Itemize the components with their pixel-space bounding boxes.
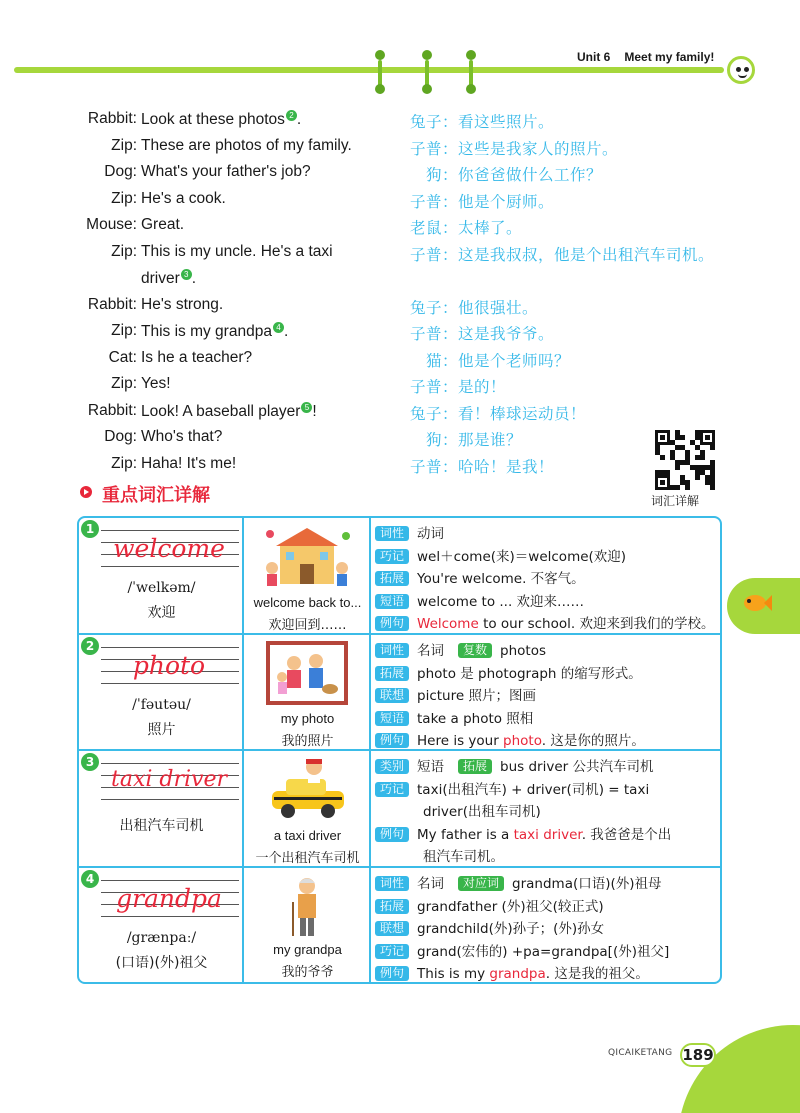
speaker-label: Zip: bbox=[111, 190, 137, 207]
note-line: 词性 动词 bbox=[375, 522, 444, 542]
note-tag: 复数 bbox=[458, 643, 492, 658]
translation: 兔子：看这些照片。 bbox=[410, 113, 555, 131]
chinese-meaning: (口语)(外)祖父 bbox=[115, 955, 208, 971]
utterance bbox=[141, 163, 311, 181]
note-line: 例句 Here is your photo. 这是你的照片。 bbox=[375, 729, 645, 749]
utterance-text: This is my grandpa bbox=[141, 323, 272, 341]
translation: 子普：他是个厨师。 bbox=[410, 193, 555, 211]
vocab-picture-cell bbox=[244, 518, 371, 633]
note-tag: 短语 bbox=[375, 594, 409, 609]
speaker-label: Rabbit: bbox=[87, 296, 137, 313]
note-line: 巧记 grand(宏伟的) +pa=grandpa[(外)祖父] bbox=[375, 940, 669, 960]
note-line: 巧记 taxi(出租汽车) + driver(司机) = taxi bbox=[375, 778, 649, 798]
utterance-text: He's strong. bbox=[141, 296, 224, 313]
phonetic: /grænpaː/ bbox=[126, 930, 197, 946]
note-tag: 短语 bbox=[375, 711, 409, 726]
translation: 子普：哈哈！是我！ bbox=[410, 458, 555, 476]
translation: 子普：这些是我家人的照片。 bbox=[410, 140, 619, 158]
picture-caption-zh: 我的爷爷 bbox=[281, 965, 334, 980]
note-tag: 例句 bbox=[375, 827, 409, 842]
footer-brand: QICAIKETANG bbox=[608, 1048, 673, 1058]
picture-caption-zh: 一个出租汽车司机 bbox=[255, 851, 360, 866]
illustration bbox=[262, 641, 352, 705]
utterance-text: Is he a teacher? bbox=[141, 349, 253, 366]
translation: 子普：这是我叔叔，他是个出租汽车司机。 bbox=[410, 246, 715, 264]
vocab-notes-cell bbox=[371, 868, 720, 982]
qr-label: 词汇详解 bbox=[651, 494, 700, 508]
note-tag: 词性 bbox=[375, 643, 409, 658]
note-line: 例句 Welcome to our school. 欢迎来到我们的学校。 bbox=[375, 612, 714, 632]
translation: 子普：是的！ bbox=[410, 378, 507, 396]
vocab-row bbox=[79, 751, 720, 868]
binder-pin-icon bbox=[466, 50, 476, 90]
note-line: 拓展 grandfather (外)祖父(较正式) bbox=[375, 895, 604, 915]
utterance-text: Great. bbox=[141, 216, 185, 233]
utterance-text: These are photos of my family. bbox=[141, 137, 352, 154]
vocab-row bbox=[79, 868, 720, 982]
utterance bbox=[141, 137, 352, 155]
footnote-marker: 4 bbox=[273, 322, 284, 333]
vocab-word: grandpa bbox=[116, 884, 222, 913]
utterance: Look! A baseball player 5 ! bbox=[141, 403, 317, 421]
utterance-text: He's a cook. bbox=[141, 190, 226, 207]
speaker-label: Mouse: bbox=[86, 216, 137, 233]
picture-caption: my photo bbox=[280, 711, 335, 726]
chinese-meaning: 照片 bbox=[147, 722, 176, 738]
vocab-notes-cell bbox=[371, 635, 720, 749]
utterance-text: Who's that? bbox=[141, 428, 223, 445]
utterance-text: Yes! bbox=[141, 375, 171, 392]
utterance: Look at these photos 2 . bbox=[141, 111, 302, 129]
note-line: 巧记 wel＋come(来)＝welcome(欢迎) bbox=[375, 545, 626, 565]
footnote-marker: 3 bbox=[181, 269, 192, 280]
fish-icon bbox=[742, 592, 772, 614]
picture-caption: my grandpa bbox=[273, 942, 342, 957]
vocab-notes-cell bbox=[371, 518, 720, 633]
note-line: 拓展 You're welcome. 不客气。 bbox=[375, 567, 585, 587]
note-line: 拓展 photo 是 photograph 的缩写形式。 bbox=[375, 662, 642, 682]
highlight-word: taxi driver bbox=[513, 826, 582, 843]
note-tag: 拓展 bbox=[375, 666, 409, 681]
note-line: driver(出租车司机) bbox=[423, 804, 541, 820]
note-tag: 巧记 bbox=[375, 782, 409, 797]
utterance-text: What's your father's job? bbox=[141, 163, 311, 180]
vocab-row bbox=[79, 518, 720, 635]
note-tag: 拓展 bbox=[458, 759, 492, 774]
highlight-word: photo bbox=[503, 733, 542, 749]
note-line: 租汽车司机。 bbox=[423, 849, 504, 865]
note-tag: 词性 bbox=[375, 876, 409, 891]
speaker-label: Rabbit: bbox=[87, 402, 137, 419]
section-title: 重点词汇详解 bbox=[102, 485, 210, 506]
speaker-label: Dog: bbox=[104, 428, 137, 445]
header-rule bbox=[14, 67, 724, 73]
speaker-label: Rabbit: bbox=[87, 110, 137, 127]
qr-code-icon[interactable] bbox=[655, 430, 715, 490]
utterance bbox=[141, 216, 184, 234]
note-tag: 拓展 bbox=[375, 899, 409, 914]
vocab-word: taxi driver bbox=[111, 767, 227, 792]
utterance-text: Haha! It's me! bbox=[141, 455, 237, 472]
translation: 狗：你爸爸做什么工作？ bbox=[426, 166, 603, 184]
speaker-label: Cat: bbox=[108, 349, 137, 366]
note-line: 联想 grandchild(外)孙子；(外)孙女 bbox=[375, 917, 604, 937]
utterance bbox=[141, 349, 252, 367]
highlight-word: grandpa bbox=[489, 966, 546, 982]
picture-caption-zh: 我的照片 bbox=[281, 734, 334, 749]
entry-number-badge: 3 bbox=[81, 753, 99, 771]
note-tag: 例句 bbox=[375, 966, 409, 981]
illustration bbox=[262, 874, 352, 938]
speaker-label: Zip: bbox=[111, 137, 137, 154]
note-line: 词性 名词 复数 photos bbox=[375, 639, 546, 659]
utterance: This is my grandpa 4 . bbox=[141, 323, 289, 341]
page-number: 189 bbox=[680, 1043, 716, 1067]
utterance: driver 3 . bbox=[141, 270, 197, 288]
utterance-text: Look at these photos bbox=[141, 111, 285, 129]
play-bullet-icon bbox=[80, 486, 92, 498]
illustration bbox=[262, 524, 352, 588]
utterance-text: This is my uncle. He's a taxi bbox=[141, 243, 333, 260]
footnote-marker: 2 bbox=[286, 110, 297, 121]
translation: 老鼠：太棒了。 bbox=[410, 219, 523, 237]
translation: 兔子：看！棒球运动员！ bbox=[410, 405, 587, 423]
translation: 狗：那是谁？ bbox=[426, 431, 523, 449]
translation: 子普：这是我爷爷。 bbox=[410, 325, 555, 343]
chinese-meaning: 出租汽车司机 bbox=[119, 818, 204, 834]
binder-pin-icon bbox=[422, 50, 432, 90]
vocab-word-cell bbox=[79, 751, 244, 866]
vocab-row bbox=[79, 635, 720, 751]
vocab-word: welcome bbox=[113, 534, 225, 563]
note-tag: 联想 bbox=[375, 688, 409, 703]
note-line: 短语 welcome to ... 欢迎来…… bbox=[375, 590, 584, 610]
speaker-label: Dog: bbox=[104, 163, 137, 180]
utterance-text: driver bbox=[141, 270, 180, 288]
phonetic: /ˈwelkəm/ bbox=[127, 580, 196, 596]
page-corner-decoration bbox=[678, 1025, 800, 1113]
vocab-picture-cell bbox=[244, 751, 371, 866]
vocab-word: photo bbox=[132, 651, 206, 680]
note-tag: 巧记 bbox=[375, 944, 409, 959]
binder-pin-icon bbox=[375, 50, 385, 90]
utterance bbox=[141, 375, 171, 393]
entry-number-badge: 1 bbox=[81, 520, 99, 538]
note-tag: 词性 bbox=[375, 526, 409, 541]
note-tag: 联想 bbox=[375, 921, 409, 936]
picture-caption-zh: 欢迎回到…… bbox=[268, 618, 347, 633]
note-line: 例句 My father is a taxi driver. 我爸爸是个出 bbox=[375, 823, 671, 843]
utterance bbox=[141, 190, 226, 208]
speaker-label: Zip: bbox=[111, 322, 137, 339]
vocab-word-cell bbox=[79, 868, 244, 982]
speaker-label: Zip: bbox=[111, 375, 137, 392]
highlight-word: Welcome bbox=[417, 616, 479, 632]
note-tag: 对应词 bbox=[458, 876, 504, 891]
note-tag: 类别 bbox=[375, 759, 409, 774]
note-line: 短语 take a photo 照相 bbox=[375, 707, 533, 727]
note-tag: 例句 bbox=[375, 616, 409, 631]
note-tag: 例句 bbox=[375, 733, 409, 748]
vocab-word-cell bbox=[79, 518, 244, 633]
vocab-picture-cell bbox=[244, 635, 371, 749]
vocab-word-cell bbox=[79, 635, 244, 749]
note-tag: 拓展 bbox=[375, 571, 409, 586]
speaker-label: Zip: bbox=[111, 243, 137, 260]
entry-number-badge: 2 bbox=[81, 637, 99, 655]
illustration bbox=[262, 757, 352, 821]
note-line: 词性 名词 对应词 grandma(口语)(外)祖母 bbox=[375, 872, 662, 892]
vocab-table bbox=[77, 516, 722, 984]
note-tag: 巧记 bbox=[375, 549, 409, 564]
phonetic: /ˈfəutəu/ bbox=[132, 697, 191, 713]
entry-number-badge: 4 bbox=[81, 870, 99, 888]
utterance bbox=[141, 243, 333, 261]
utterance bbox=[141, 296, 223, 314]
utterance bbox=[141, 455, 236, 473]
picture-caption: welcome back to... bbox=[253, 595, 362, 610]
chinese-meaning: 欢迎 bbox=[147, 605, 176, 621]
picture-caption: a taxi driver bbox=[273, 828, 342, 843]
translation: 猫：他是个老师吗？ bbox=[426, 352, 571, 370]
unit-title: Unit 6 Meet my family! bbox=[577, 50, 715, 64]
translation: 兔子：他很强壮。 bbox=[410, 299, 539, 317]
speaker-label: Zip: bbox=[111, 455, 137, 472]
footnote-marker: 5 bbox=[301, 402, 312, 413]
note-line: 类别 短语 拓展 bus driver 公共汽车司机 bbox=[375, 755, 654, 775]
vocab-picture-cell bbox=[244, 868, 371, 982]
utterance-text: Look! A baseball player bbox=[141, 403, 301, 421]
utterance bbox=[141, 428, 222, 446]
note-line: 例句 This is my grandpa. 这是我的祖父。 bbox=[375, 962, 649, 982]
mascot-icon bbox=[727, 56, 755, 84]
vocab-notes-cell bbox=[371, 751, 720, 866]
note-line: 联想 picture 照片；图画 bbox=[375, 684, 536, 704]
